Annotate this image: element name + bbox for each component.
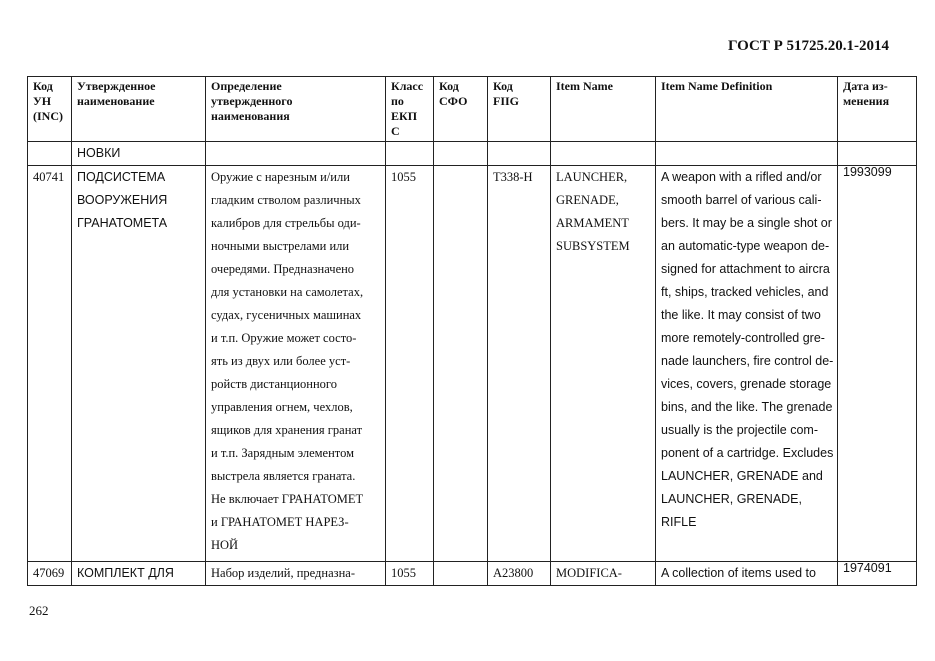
text-line: LAUNCHER, GRENADE, bbox=[661, 492, 802, 506]
text-line: Код bbox=[33, 79, 53, 93]
text-line: и т.п. Оружие может состо- bbox=[211, 331, 357, 345]
header-sfo bbox=[434, 77, 488, 142]
text-line: smooth barrel of various cali- bbox=[661, 193, 822, 207]
cell-date: 1993099 bbox=[838, 166, 917, 562]
text-line: по bbox=[391, 94, 404, 108]
text-line: FIIG bbox=[493, 94, 520, 108]
text-line: ponent of a cartridge. Excludes bbox=[661, 446, 834, 460]
cell-fiig: T338-H bbox=[488, 166, 551, 562]
text-line: A weapon with a rifled and/or bbox=[661, 170, 822, 184]
text-line: usually is the projectile com- bbox=[661, 423, 819, 437]
cell-approved-name bbox=[72, 166, 206, 562]
text-line: менения bbox=[843, 94, 890, 108]
text-line: Определение bbox=[211, 79, 282, 93]
text-line: и ГРАНАТОМЕТ НАРЕЗ- bbox=[211, 515, 349, 529]
text-line: an automatic-type weapon de- bbox=[661, 239, 830, 253]
text-line: для установки на самолетах, bbox=[211, 285, 364, 299]
text-line: С bbox=[391, 124, 400, 138]
cell-fiig: A23800 bbox=[488, 562, 551, 586]
cell-name-continuation: НОВКИ bbox=[72, 142, 206, 166]
text-line: GRENADE, bbox=[556, 193, 619, 207]
text-line: the like. It may consist of two bbox=[661, 308, 821, 322]
text-line: ft, ships, tracked vehicles, and bbox=[661, 285, 829, 299]
cell-approved-name bbox=[72, 562, 206, 586]
text-line: калибров для стрельбы оди- bbox=[211, 216, 361, 230]
text-line: nade launchers, fire control de- bbox=[661, 354, 834, 368]
text-line: выстрела является граната. bbox=[211, 469, 356, 483]
text-line: signed for attachment to aircra bbox=[661, 262, 830, 276]
text-line: Оружие с нарезным и/или bbox=[211, 170, 350, 184]
cell-sfo bbox=[434, 562, 488, 586]
cell-item-name bbox=[551, 166, 656, 562]
registry-table bbox=[27, 76, 917, 586]
text-line: гладким стволом различных bbox=[211, 193, 361, 207]
text-line: LAUNCHER, GRENADE and bbox=[661, 469, 823, 483]
table-row bbox=[28, 166, 917, 562]
text-line: УН bbox=[33, 94, 52, 108]
cell-definition bbox=[206, 562, 386, 586]
text-line: ЕКП bbox=[391, 109, 418, 123]
text-line: bers. It may be a single shot or bbox=[661, 216, 832, 230]
text-line: Набор изделий, предназна- bbox=[211, 566, 355, 580]
text-line: MODIFICA- bbox=[556, 566, 622, 580]
cell-item-name-definition bbox=[656, 166, 838, 562]
table-row bbox=[28, 562, 917, 586]
text-line: Код bbox=[439, 79, 459, 93]
text-line: vices, covers, grenade storage bbox=[661, 377, 832, 391]
text-line: bins, and the like. The grenade bbox=[661, 400, 833, 414]
text-line: управления огнем, чехлов, bbox=[211, 400, 353, 414]
text-line: СФО bbox=[439, 94, 468, 108]
document-standard-header: ГОСТ Р 51725.20.1-2014 bbox=[727, 38, 889, 54]
text-line: и т.п. Зарядным элементом bbox=[211, 446, 354, 460]
cell-definition bbox=[206, 166, 386, 562]
text-line: more remotely-controlled gre- bbox=[661, 331, 825, 345]
header-class bbox=[386, 77, 434, 142]
text-line: ящиков для хранения гранат bbox=[211, 423, 363, 437]
cell-sfo bbox=[434, 166, 488, 562]
header-definition bbox=[206, 77, 386, 142]
text-line: КОМПЛЕКТ ДЛЯ bbox=[77, 566, 174, 580]
cell-item-name bbox=[551, 562, 656, 586]
text-line: Дата из- bbox=[843, 79, 888, 93]
cell-class: 1055 bbox=[386, 166, 434, 562]
text-line: ПОДСИСТЕМА bbox=[77, 170, 166, 184]
cell-inc: 47069 bbox=[28, 562, 72, 586]
text-line: RIFLE bbox=[661, 515, 697, 529]
text-line: LAUNCHER, bbox=[556, 170, 628, 184]
text-line: (INC) bbox=[33, 109, 63, 123]
cell-inc: 40741 bbox=[28, 166, 72, 562]
text-line: ночными выстрелами или bbox=[211, 239, 350, 253]
text-line: утвержденного bbox=[211, 94, 293, 108]
text-line: ройств дистанционного bbox=[211, 377, 338, 391]
table-header-row bbox=[28, 77, 917, 142]
text-line: судах, гусеничных машинах bbox=[211, 308, 362, 322]
text-line: НОЙ bbox=[211, 538, 239, 552]
table-row bbox=[28, 142, 917, 166]
text-line: ВООРУЖЕНИЯ bbox=[77, 193, 168, 207]
text-line: Item Name bbox=[556, 79, 613, 93]
text-line: наименование bbox=[77, 94, 155, 108]
header-inc bbox=[28, 77, 72, 142]
text-line: Item Name Definition bbox=[661, 79, 773, 93]
text-line: Утвержденное bbox=[77, 79, 156, 93]
text-line: A collection of items used to bbox=[661, 566, 816, 580]
text-line: SUBSYSTEM bbox=[556, 239, 630, 253]
header-date bbox=[838, 77, 917, 142]
text-line: наименования bbox=[211, 109, 290, 123]
text-line: ГРАНАТОМЕТА bbox=[77, 216, 168, 230]
header-approved-name bbox=[72, 77, 206, 142]
cell-class: 1055 bbox=[386, 562, 434, 586]
cell-date: 1974091 bbox=[838, 562, 917, 586]
header-item-name-definition bbox=[656, 77, 838, 142]
text-line: Класс bbox=[391, 79, 424, 93]
header-item-name bbox=[551, 77, 656, 142]
text-line: очередями. Предназначено bbox=[211, 262, 355, 276]
page-number: 262 bbox=[29, 603, 49, 618]
text-line: Не включает ГРАНАТОМЕТ bbox=[211, 492, 364, 506]
cell-item-name-definition bbox=[656, 562, 838, 586]
header-fiig bbox=[488, 77, 551, 142]
text-line: ять из двух или более уст- bbox=[211, 354, 351, 368]
text-line: ARMAMENT bbox=[556, 216, 629, 230]
text-line: Код bbox=[493, 79, 513, 93]
